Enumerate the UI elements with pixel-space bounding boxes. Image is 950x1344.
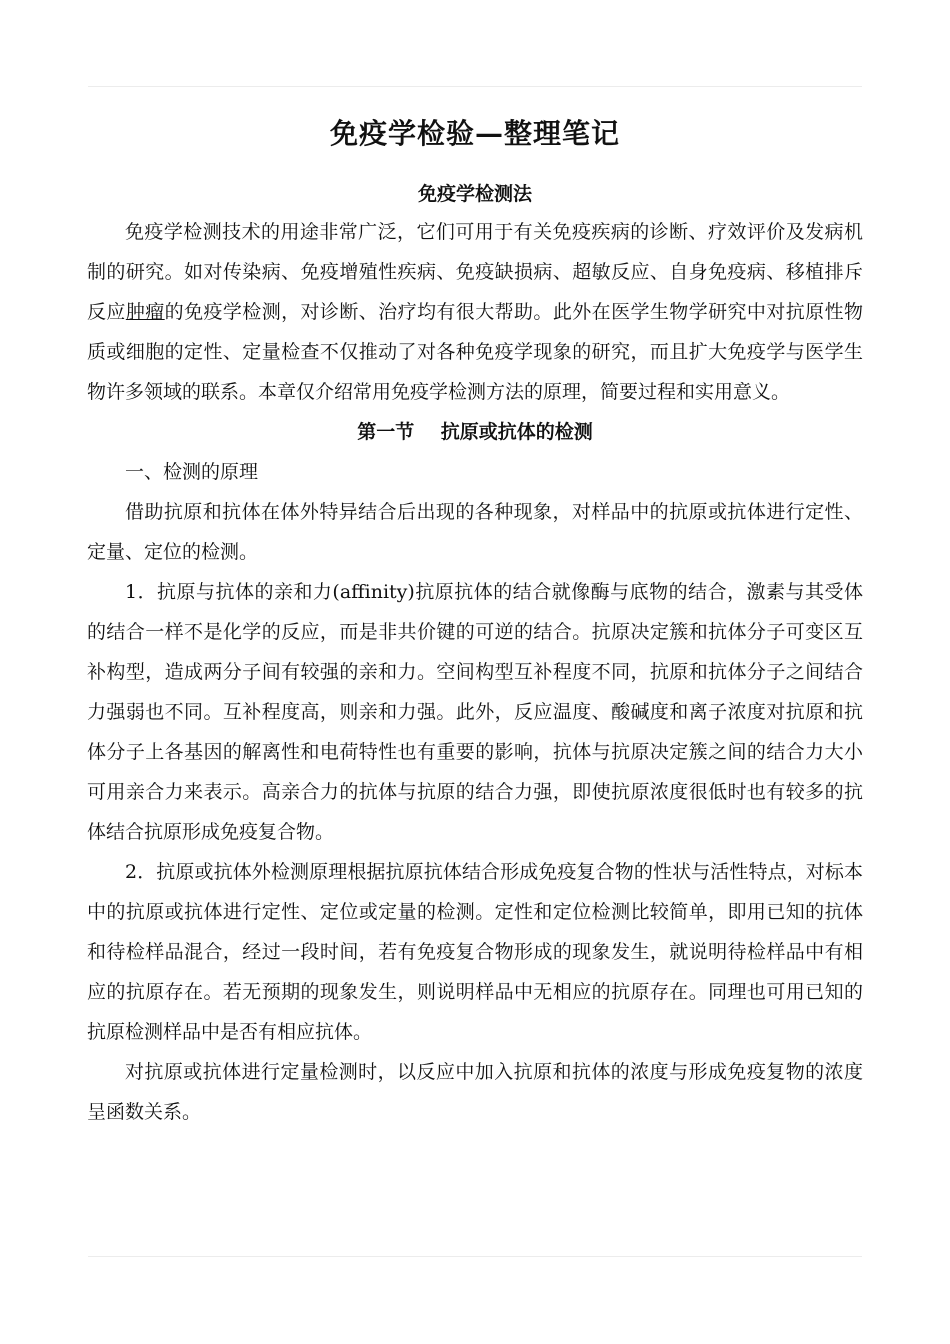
section-heading: 第一节 抗原或抗体的检测 <box>357 421 593 443</box>
tumor-link[interactable]: 肿瘤 <box>125 301 165 323</box>
document-subtitle: 免疫学检测法 <box>417 183 532 205</box>
intro-text-before: 免疫学检测技术的用途非常广泛，它们可用于有关免疫疾病的诊断、疗效评价及发病机制的研究。如对传染病、免疫增殖性疾病、免疫缺损病、超敏反应、自身免疫病、移植排斥反应 <box>87 221 863 323</box>
document-title: 免疫学检验—整理笔记 <box>329 117 620 150</box>
detection-paragraph: 2．抗原或抗体外检测原理根据抗原抗体结合形成免疫复合物的性状与活性特点，对标本中的抗原或抗体进行定性、定位或定量的检测。定性和定位检测比较简单，即用已知的抗体和待检样品混合，经过一段时间，若有免疫复合物形成的现象发生，就说明待检样品中有相应的抗原存在。若无预期的现象发生，则说明样品中无相应的抗原存在。同理也可用已知的抗原检测样品中是否有相应抗体。 <box>87 861 863 1043</box>
affinity-paragraph: 1．抗原与抗体的亲和力(affinity)抗原抗体的结合就像酶与底物的结合，激素与其受体的结合一样不是化学的反应，而是非共价键的可逆的结合。抗原决定簇和抗体分子可变区互补构型，造成两分子间有较强的亲和力。空间构型互补程度不同，抗原和抗体分子之间结合力强弱也不同。互补程度高，则亲和力强。此外，反应温度、酸碱度和离子浓度对抗原和抗体分子上各基因的解离性和电荷特性也有重要的影响，抗体与抗原决定簇之间的结合力大小可用亲合力来表示。高亲合力的抗体与抗原的结合力强，即使抗原浓度很低时也有较多的抗体结合抗原形成免疫复合物。 <box>87 581 863 843</box>
quantitative-paragraph: 对抗原或抗体进行定量检测时，以反应中加入抗原和抗体的浓度与形成免疫复物的浓度呈函数关系。 <box>87 1061 863 1123</box>
intro-text-after: 的免疫学检测，对诊断、治疗均有很大帮助。此外在医学生物学研究中对抗原性物质或细胞的定性、定量检查不仅推动了对各种免疫学现象的研究，而且扩大免疫学与医学生物许多领域的联系。本章仅介绍常用免疫学检测方法的原理，简要过程和实用意义。 <box>87 301 863 403</box>
sub-heading: 一、检测的原理 <box>125 461 259 483</box>
intro-paragraph <box>87 212 863 412</box>
principle-paragraph: 借助抗原和抗体在体外特异结合后出现的各种现象，对样品中的抗原或抗体进行定性、定量、定位的检测。 <box>87 501 863 563</box>
document-page <box>87 112 863 1132</box>
footer-rule <box>88 1256 862 1257</box>
header-rule <box>88 86 862 87</box>
